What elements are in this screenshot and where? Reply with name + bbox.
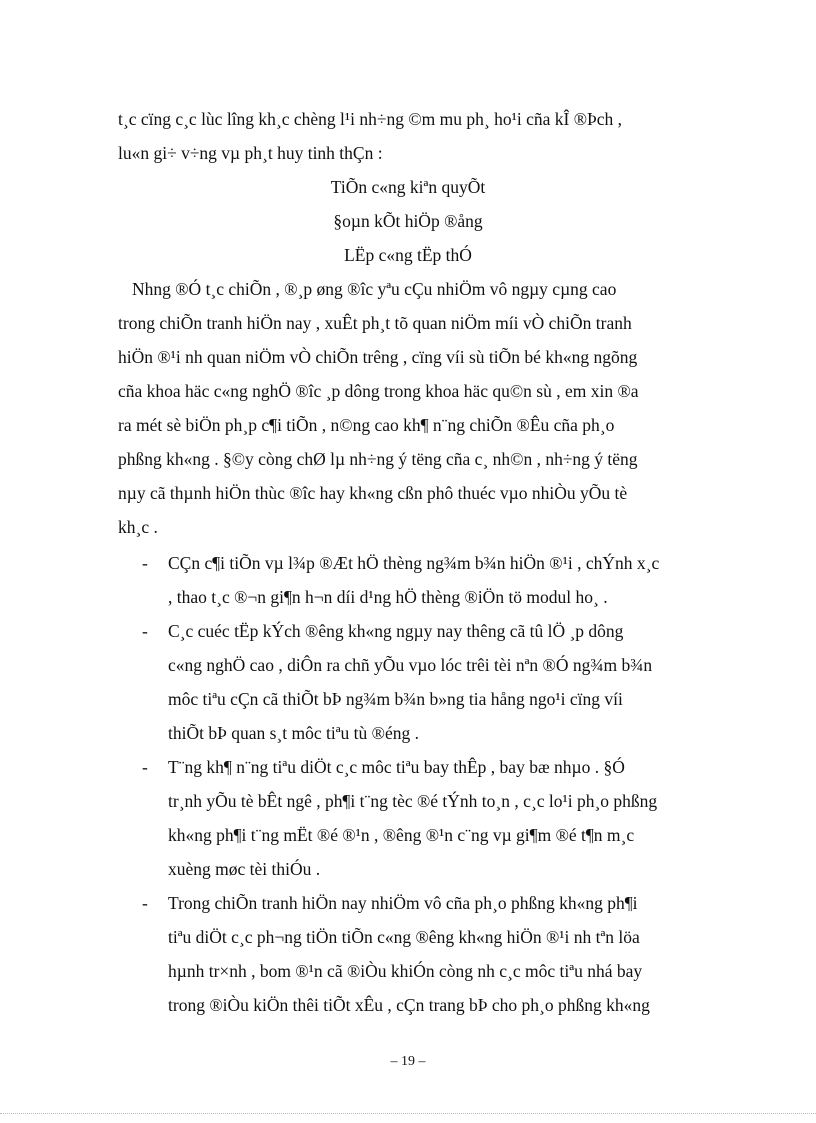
dash-marker: - xyxy=(142,757,148,777)
list-item-line: c«ng nghÖ cao , diÔn ra chñ yÕu vµo lóc trêi tèi nªn ®Ó ng¾m b¾n xyxy=(168,655,653,675)
paragraph-line: phßng kh«ng . §©y còng chØ lµ nh÷ng ý tëng cña c¸ nh©n , nh÷ng ý tëng xyxy=(118,449,638,469)
list-item-line: kh«ng ph¶i t¨ng mËt ®é ®¹n , ®êng ®¹n c¨ng vµ gi¶m ®é t¶n m¸c xyxy=(168,825,635,845)
list-item xyxy=(142,614,702,750)
list-item-line: hµnh tr×nh , bom ®¹n cã ®iÒu khiÓn còng nh c¸c môc tiªu nhá bay xyxy=(168,961,643,981)
list-item-line: T¨ng kh¶ n¨ng tiªu diÖt c¸c môc tiªu bay thÊp , bay bæ nhµo . §Ó xyxy=(168,757,625,777)
dash-marker: - xyxy=(142,893,148,913)
list-item xyxy=(142,750,702,886)
paragraph-line: ra mét sè biÖn ph¸p c¶i tiÕn , n©ng cao kh¶ n¨ng chiÕn ®Êu cña ph¸o xyxy=(118,415,615,435)
dash-marker: - xyxy=(142,621,148,641)
list-item-line: Trong chiÕn tranh hiÖn nay nhiÖm vô cña ph¸o phßng kh«ng ph¶i xyxy=(168,893,638,913)
measures-list xyxy=(142,546,702,1022)
intro-line: lu«n gi÷ v÷ng vµ ph¸t huy tinh thÇn : xyxy=(118,143,383,163)
motto-line: §oµn kÕt hiÖp ®ång xyxy=(333,211,483,231)
paragraph-line: cña khoa häc c«ng nghÖ ®îc ¸p dông trong khoa häc qu©n sù , em xin ®a xyxy=(118,381,639,401)
main-paragraph xyxy=(118,272,698,544)
paragraph-line: trong chiÕn tranh hiÖn nay , xuÊt ph¸t tõ quan niÖm míi vÒ chiÕn tranh xyxy=(118,313,632,333)
intro-text xyxy=(118,102,698,170)
list-item-line: , thao t¸c ®¬n gi¶n h¬n díi d¹ng hÖ thèng ®iÖn tö modul ho¸ . xyxy=(168,587,608,607)
list-item-line: C¸c cuéc tËp kÝch ®êng kh«ng ngµy nay thêng cã tû lÖ ¸p dông xyxy=(168,621,624,641)
paragraph-line: nµy cã thµnh hiÖn thùc ®îc hay kh«ng cßn phô thuéc vµo nhiÒu yÕu tè xyxy=(118,483,628,503)
paragraph-line: hiÖn ®¹i nh quan niÖm vÒ chiÕn trêng , cïng víi sù tiÕn bé kh«ng ngõng xyxy=(118,347,638,367)
list-item xyxy=(142,546,702,614)
list-item-line: CÇn c¶i tiÕn vµ l¾p ®Æt hÖ thèng ng¾m b¾n hiÖn ®¹i , chÝnh x¸c xyxy=(168,553,660,573)
page-edge-rule xyxy=(0,1113,816,1114)
list-item-line: trong ®iÒu kiÖn thêi tiÕt xÊu , cÇn trang bÞ cho ph¸o phßng kh«ng xyxy=(168,995,650,1015)
list-item-line: xuèng møc tèi thiÓu . xyxy=(168,859,321,879)
motto xyxy=(0,170,816,272)
list-item xyxy=(142,886,702,1022)
list-item-line: môc tiªu cÇn cã thiÕt bÞ ng¾m b¾n b»ng tia hång ngo¹i cïng víi xyxy=(168,689,623,709)
dash-marker: - xyxy=(142,553,148,573)
paragraph-line: Nhng ®Ó t¸c chiÕn , ®¸p øng ®îc yªu cÇu nhiÖm vô ngµy cµng cao xyxy=(132,279,617,299)
list-item-line: tr¸nh yÕu tè bÊt ngê , ph¶i t¨ng tèc ®é tÝnh to¸n , c¸c lo¹i ph¸o phßng xyxy=(168,791,658,811)
page-number: – 19 – xyxy=(390,1054,426,1069)
intro-line: t¸c cïng c¸c lùc lîng kh¸c chèng l¹i nh÷ng ©m mu ph¸ ho¹i cña kÎ ®Þch , xyxy=(118,109,622,129)
motto-line: LËp c«ng tËp thÓ xyxy=(344,245,472,265)
list-item-line: tiªu diÖt c¸c ph¬ng tiÖn tiÕn c«ng ®êng kh«ng hiÖn ®¹i nh tªn löa xyxy=(168,927,640,947)
paragraph-line: kh¸c . xyxy=(118,517,158,537)
list-item-line: thiÕt bÞ quan s¸t môc tiªu tù ®éng . xyxy=(168,723,419,743)
motto-line: TiÕn c«ng kiªn quyÕt xyxy=(330,177,486,197)
